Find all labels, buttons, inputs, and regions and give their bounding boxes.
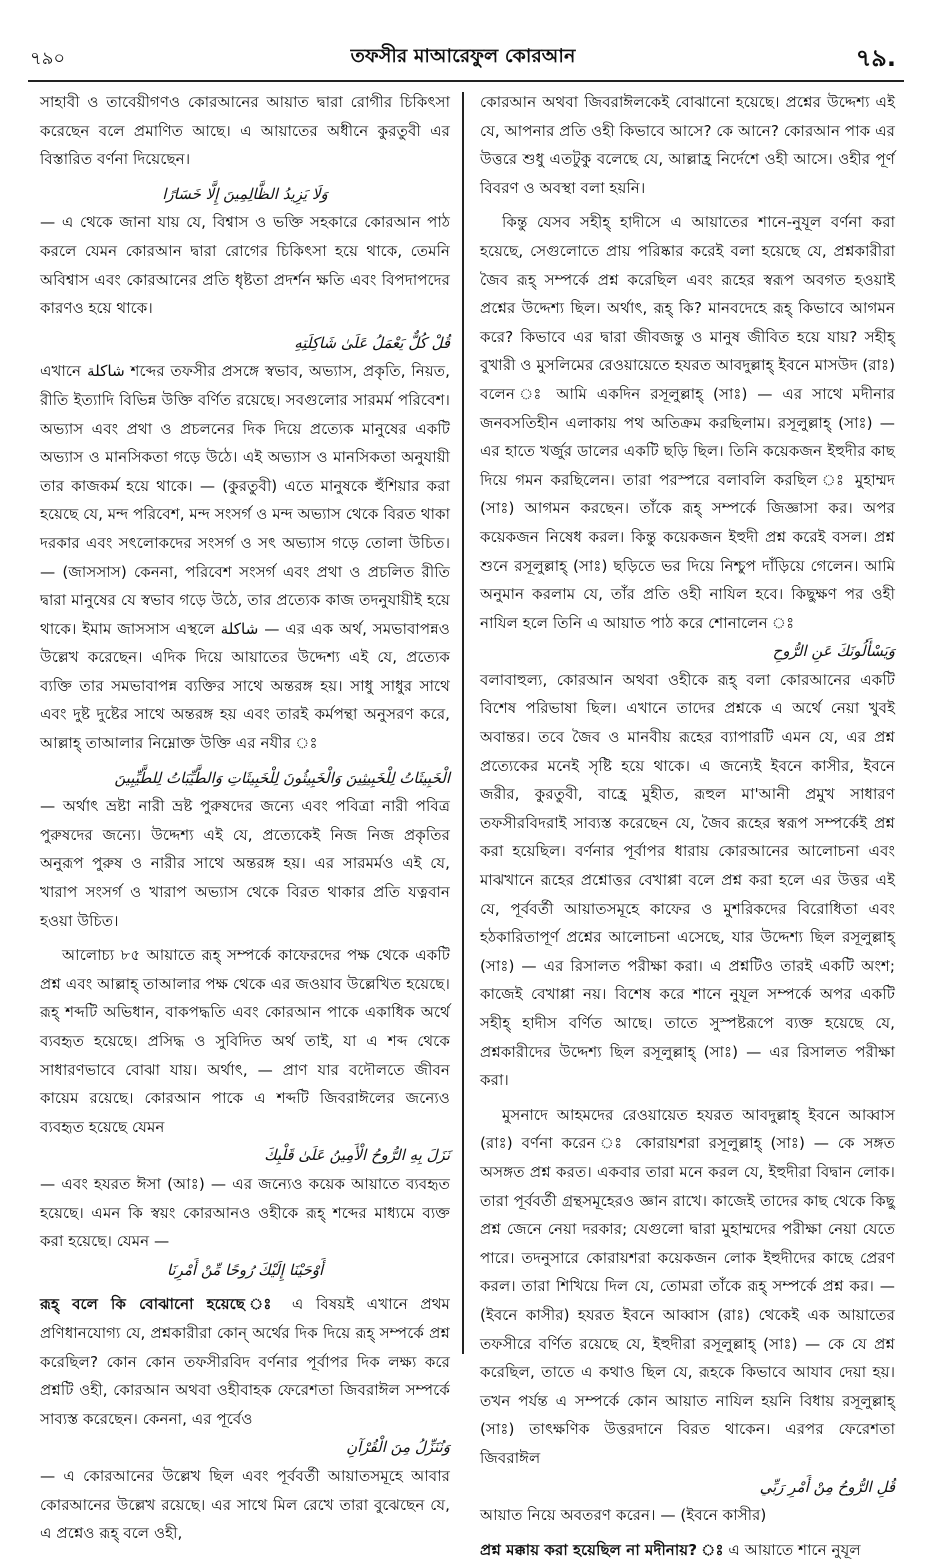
paragraph: বলাবাহুল্য, কোরআন অথবা ওহীকে রূহ্ বলা কোরআনের একটি বিশেষ পরিভাষা ছিল। এখানে তাদের প্রশ্নকে এ অর্থে নেয়া খুবই অবান্তর। তবে জৈব ও মানবীয় রূহের ব্যাপারটি এমন যে, এর প্রশ্ন প্রত্যেকের মনেই সৃষ্টি হয়ে থাকে। এ জন্যেই ইবনে কাসীর, ইবনে জরীর, কুরতুবী, বাহ্রে মুহীত, রূহুল মা'আনী প্রমুখ সাধারণ তফসীরবিদরাই সাব্যস্ত করেছেন যে, জৈব রূহের স্বরূপ সম্পর্কেই প্রশ্ন করা হয়েছিল। বর্ণনার পূর্বাপর ধারায় কোরআনের আলোচনা এবং মাঝখানে রূহের প্রশ্নোত্তর বেখাপ্পা বলে প্রশ্ন করা হলে এর উত্তর এই যে, পূর্ববর্তী আয়াতসমূহে কাফের ও মুশরিকদের বিরোধিতা এবং হঠকারিতাপূর্ণ প্রশ্নের আলোচনা এসেছে, যার উদ্দেশ্য ছিল রসূলুল্লাহ্ (সাঃ) — এর রিসালত পরীক্ষা করা। এ প্রশ্নটিও তারই একটি অংশ; কাজেই বেখাপ্পা নয়। বিশেষ করে শানে নুযূল সম্পর্কে অপর একটি সহীহ্ হাদীস বর্ণিত আছে। তাতে সুস্পষ্টরূপে ব্যক্ত হয়েছে যে, প্রশ্নকারীদের উদ্দেশ্য ছিল রসূলুল্লাহ্ (সাঃ) — এর রিসালত পরীক্ষা করা।	[480, 670, 895, 1090]
page-number-right: ৭৯.	[855, 44, 896, 72]
arabic-verse	[480, 1473, 895, 1502]
left-column	[40, 88, 450, 1543]
running-title: তফসীর মাআরেফুল কোরআন	[350, 45, 576, 67]
paragraph: সাহাবী ও তাবেয়ীগণও কোরআনের আয়াত দ্বারা রোগীর চিকিৎসা করেছেন বলে প্রমাণিত আছে। এ আয়াতের অধীনে কুরতুবী এর বিস্তারিত বর্ণনা দিয়েছেন।	[40, 93, 450, 169]
paragraph: এ বিষয়ই এখানে প্রথম প্রণিধানযোগ্য যে, প্রশ্নকারীরা কোন্ অর্থের দিক দিয়ে রূহ্ সম্পর্কে প্রশ্ন করেছিল? কোন কোন তফসীরবিদ বর্ণনার পূর্বাপর দিক লক্ষ্য করে প্রশ্নটি ওহী, কোরআন অথবা ওহীবাহক ফেরেশতা জিবরাঈল সম্পর্কে সাব্যস্ত করেছেন। কেননা, এর পূর্বেও	[40, 1295, 450, 1428]
paragraph: — অর্থাৎ ভ্রষ্টা নারী ভ্রষ্ট পুরুষদের জন্যে এবং পবিত্রা নারী পবিত্র পুরুষদের জন্যে। উদ্দেশ্য এই যে, প্রত্যেকেই নিজ নিজ প্রকৃতির অনুরূপ পুরুষ ও নারীর সাথে অন্তরঙ্গ হয়। এর সারমর্মও এই যে, খারাপ সংসর্গ ও খারাপ অভ্যাস থেকে বিরত থাকার প্রতি যত্নবান হওয়া উচিত।	[40, 797, 450, 930]
page-header	[30, 38, 896, 78]
arabic-verse	[40, 1433, 450, 1462]
arabic-verse	[40, 180, 450, 209]
section-heading: রূহ্ বলে কি বোঝানো হয়েছে ঃ	[40, 1295, 280, 1314]
arabic-text: نَزَلَ بِهِ الرُّوحُ الْأَمِينُ عَلَىٰ قَلْبِكَ	[264, 1146, 450, 1165]
arabic-text: الْخَبِيثَاتُ لِلْخَبِيثِينَ وَالْخَبِيثُونَ لِلْخَبِيثَاتِ وَالطَّيِّبَاتُ لِلطَّيِّبِينَ	[114, 768, 450, 787]
paragraph: কিন্তু যেসব সহীহ্ হাদীসে এ আয়াতের শানে-নুযূল বর্ণনা করা হয়েছে, সেগুলোতে প্রায় পরিষ্কার করেই বলা হয়েছে যে, প্রশ্নকারীরা জৈব রূহ্ সম্পর্কে প্রশ্ন করেছিল এবং রূহের স্বরূপ অবগত হওয়াই প্রশ্নের উদ্দেশ্য ছিল। অর্থাৎ, রূহ্ কি? মানবদেহে রূহ্ কিভাবে আগমন করে? কিভাবে এর দ্বারা জীবজন্তু ও মানুষ জীবিত হয়ে যায়? সহীহ্ বুখারী ও মুসলিমের রেওয়ায়েতে হযরত আবদুল্লাহ্ ইবনে মাসউদ (রাঃ) বলেন ঃ আমি একদিন রসূলুল্লাহ্ (সাঃ) — এর সাথে মদীনার জনবসতিহীন এলাকায় পথ অতিক্রম করছিলাম। রসূলুল্লাহ্ (সাঃ) — এর হাতে খর্জুর ডালের একটি ছড়ি ছিল। তিনি কয়েকজন ইহুদীর কাছ দিয়ে গমন করছিলেন। তারা পরস্পরে বলাবলি করছিল ঃ মুহাম্মদ (সাঃ) আগমন করছেন। তাঁকে রূহ্ সম্পর্কে জিজ্ঞাসা কর। অপর কয়েকজন নিষেধ করল। কিন্তু কয়েকজন ইহুদী প্রশ্ন করেই বসল। প্রশ্ন শুনে রসূলুল্লাহ্ (সাঃ) ছড়িতে ভর দিয়ে নিশ্চুপ দাঁড়িয়ে গেলেন। আমি অনুমান করলাম যে, তাঁর প্রতি ওহী নাযিল হবে। কিছুক্ষণ পর ওহী নাযিল হলে তিনি এ আয়াত পাঠ করে শোনালেন ঃ	[480, 213, 895, 632]
section-heading: প্রশ্ন মক্কায় করা হয়েছিল না মদীনায়? ঃ	[480, 1540, 724, 1559]
paragraph: — এ কোরআনের উল্লেখ ছিল এবং পূর্ববর্তী আয়াতসমূহে আবার কোরআনের উল্লেখ রয়েছে। এর সাথে মিল রেখে তারা বুঝেছেন যে, এ প্রশ্নেও রূহ্ বলে ওহী,	[40, 1466, 450, 1543]
page-number-left: ৭৯০	[30, 48, 66, 69]
arabic-text: وَنُنَزِّلُ مِنَ الْقُرْآنِ	[346, 1438, 450, 1457]
arabic-verse	[40, 764, 450, 793]
header-rule	[28, 80, 904, 82]
arabic-text: قُلْ كُلٌّ يَعْمَلُ عَلَىٰ شَاكِلَتِهِ	[294, 333, 450, 352]
arabic-text: وَلَا يَزِيدُ الظَّالِمِينَ إِلَّا خَسَارًا	[162, 184, 328, 203]
paragraph: মুসনাদে আহমদের রেওয়ায়েত হযরত আবদুল্লাহ্ ইবনে আব্বাস (রাঃ) বর্ণনা করেন ঃ কোরায়শরা রসূলুল্লাহ্ (সাঃ) — কে সঙ্গত অসঙ্গত প্রশ্ন করত। একবার তারা মনে করল যে, ইহুদীরা বিদ্বান লোক। তারা পূর্ববর্তী গ্রন্থসমূহেরও জ্ঞান রাখে। কাজেই তাদের কাছ থেকে কিছু প্রশ্ন জেনে নেয়া দরকার; যেগুলো দ্বারা মুহাম্মদের পরীক্ষা নেয়া যেতে পারে। তদনুসারে কোরায়শরা কয়েকজন লোক ইহুদীদের কাছে প্রেরণ করল। তারা শিখিয়ে দিল যে, তোমরা তাঁকে রূহ্ সম্পর্কে প্রশ্ন কর। — (ইবনে কাসীর) হযরত ইবনে আব্বাস (রাঃ) থেকেই এক আয়াতের তফসীরে বর্ণিত রয়েছে যে, ইহুদীরা রসূলুল্লাহ্ (সাঃ) — কে যে প্রশ্ন করেছিল, তাতে এ কথাও ছিল যে, রূহকে কিভাবে আযাব দেয়া হয়। তখন পর্যন্ত এ সম্পর্কে কোন আয়াত নাযিল হয়নি বিধায় রসূলুল্লাহ্ (সাঃ) তাৎক্ষণিক উত্তরদানে বিরত থাকেন। এরপর ফেরেশতা জিবরাঈল	[480, 1105, 895, 1467]
column-divider	[462, 92, 464, 1354]
paragraph: আয়াত নিয়ে অবতরণ করেন। — (ইবনে কাসীর)	[480, 1506, 767, 1525]
paragraph: আলোচ্য ৮৫ আয়াতে রূহ্ সম্পর্কে কাফেরদের পক্ষ থেকে একটি প্রশ্ন এবং আল্লাহ্ তাআলার পক্ষ থেকে এর জওয়াব উল্লেখিত হয়েছে। রূহ্ শব্দটি অভিধান, বাকপদ্ধতি এবং কোরআন পাকে একাধিক অর্থে ব্যবহৃত হয়েছে। প্রসিদ্ধ ও সুবিদিত অর্থ তাই, যা এ শব্দ থেকে সাধারণভাবে বোঝা যায়। অর্থাৎ, — প্রাণ যার বদৌলতে জীবন কায়েম রয়েছে। কোরআন পাকে এ শব্দটি জিবরাঈলের জন্যেও ব্যবহৃত হয়েছে যেমন	[40, 946, 450, 1136]
paragraph: — এ থেকে জানা যায় যে, বিশ্বাস ও ভক্তি সহকারে কোরআন পাঠ করলে যেমন কোরআন দ্বারা রোগের চিকিৎসা হয়ে থাকে, তেমনি অবিশ্বাস এবং কোরআনের প্রতি ধৃষ্টতা প্রদর্শন ক্ষতি এবং বিপদাপদের কারণও হয়ে থাকে।	[40, 213, 450, 318]
arabic-verse	[40, 1256, 450, 1285]
arabic-text: وَيَسْأَلُونَكَ عَنِ الرُّوحِ	[772, 642, 895, 661]
arabic-text: قُلِ الرُّوحُ مِنْ أَمْرِ رَبِّي	[759, 1477, 895, 1496]
right-column	[480, 88, 895, 1559]
paragraph: কোরআন অথবা জিবরাঈলকেই বোঝানো হয়েছে। প্রশ্নের উদ্দেশ্য এই যে, আপনার প্রতি ওহী কিভাবে আসে? কে আনে? কোরআন পাক এর উত্তরে শুধু এতটুকু বলেছে যে, আল্লাহ্র নির্দেশে ওহী আসে। ওহীর পূর্ণ বিবরণ ও অবস্থা বলা হয়নি।	[480, 93, 895, 197]
arabic-verse	[40, 1141, 450, 1170]
arabic-verse	[480, 637, 895, 666]
paragraph: — এবং হযরত ঈসা (আঃ) — এর জন্যেও কয়েক আয়াতে ব্যবহৃত হয়েছে। এমন কি স্বয়ং কোরআনও ওহীকে রূহ্ শব্দের মাধ্যমে ব্যক্ত করা হয়েছে। যেমন —	[40, 1174, 450, 1251]
paragraph: এখানে شاكلة শব্দের তফসীর প্রসঙ্গে স্বভাব, অভ্যাস, প্রকৃতি, নিয়ত, রীতি ইত্যাদি বিভিন্ন উক্তি বর্ণিত রয়েছে। সবগুলোর সারমর্ম পরিবেশ। অভ্যাস এবং প্রথা ও প্রচলনের দিক দিয়ে প্রত্যেক মানুষের একটি অভ্যাস ও মানসিকতা গড়ে উঠে। এই অভ্যাস ও মানসিকতা অনুযায়ী তার কাজকর্ম হয়ে থাকে। — (কুরতুবী) এতে মানুষকে হুঁশিয়ার করা হয়েছে যে, মন্দ পরিবেশ, মন্দ সংসর্গ ও মন্দ অভ্যাস থেকে বিরত থাকা দরকার এবং সৎলোকদের সংসর্গ ও সৎ অভ্যাস গড়ে তোলা উচিত। — (জাসসাস) কেননা, পরিবেশ সংসর্গ এবং প্রথা ও প্রচলিত রীতি দ্বারা মানুষের যে স্বভাব গড়ে উঠে, তার প্রত্যেক কাজ তদনুযায়ীই হয়ে থাকে। ইমাম জাসসাস এস্থলে شاكلة — এর এক অর্থ, সমভাবাপন্নও উল্লেখ করেছেন। এদিক দিয়ে আয়াতের উদ্দেশ্য এই যে, প্রত্যেক ব্যক্তি তার সমভাবাপন্ন ব্যক্তির সাথে অন্তরঙ্গ হয়। সাধু সাধুর সাথে এবং দুষ্ট দুষ্টের সাথে অন্তরঙ্গ হয় এবং তারই কর্মপন্থা অনুসরণ করে, আল্লাহ্ তাআলার নিম্নোক্ত উক্তি এর নযীর ঃ	[40, 362, 450, 753]
paragraph: এ আয়াতে শানে নুযূল	[728, 1540, 861, 1559]
arabic-verse	[40, 329, 450, 358]
arabic-text: أَوْحَيْنَا إِلَيْكَ رُوحًا مِّنْ أَمْرِنَا	[166, 1260, 324, 1279]
